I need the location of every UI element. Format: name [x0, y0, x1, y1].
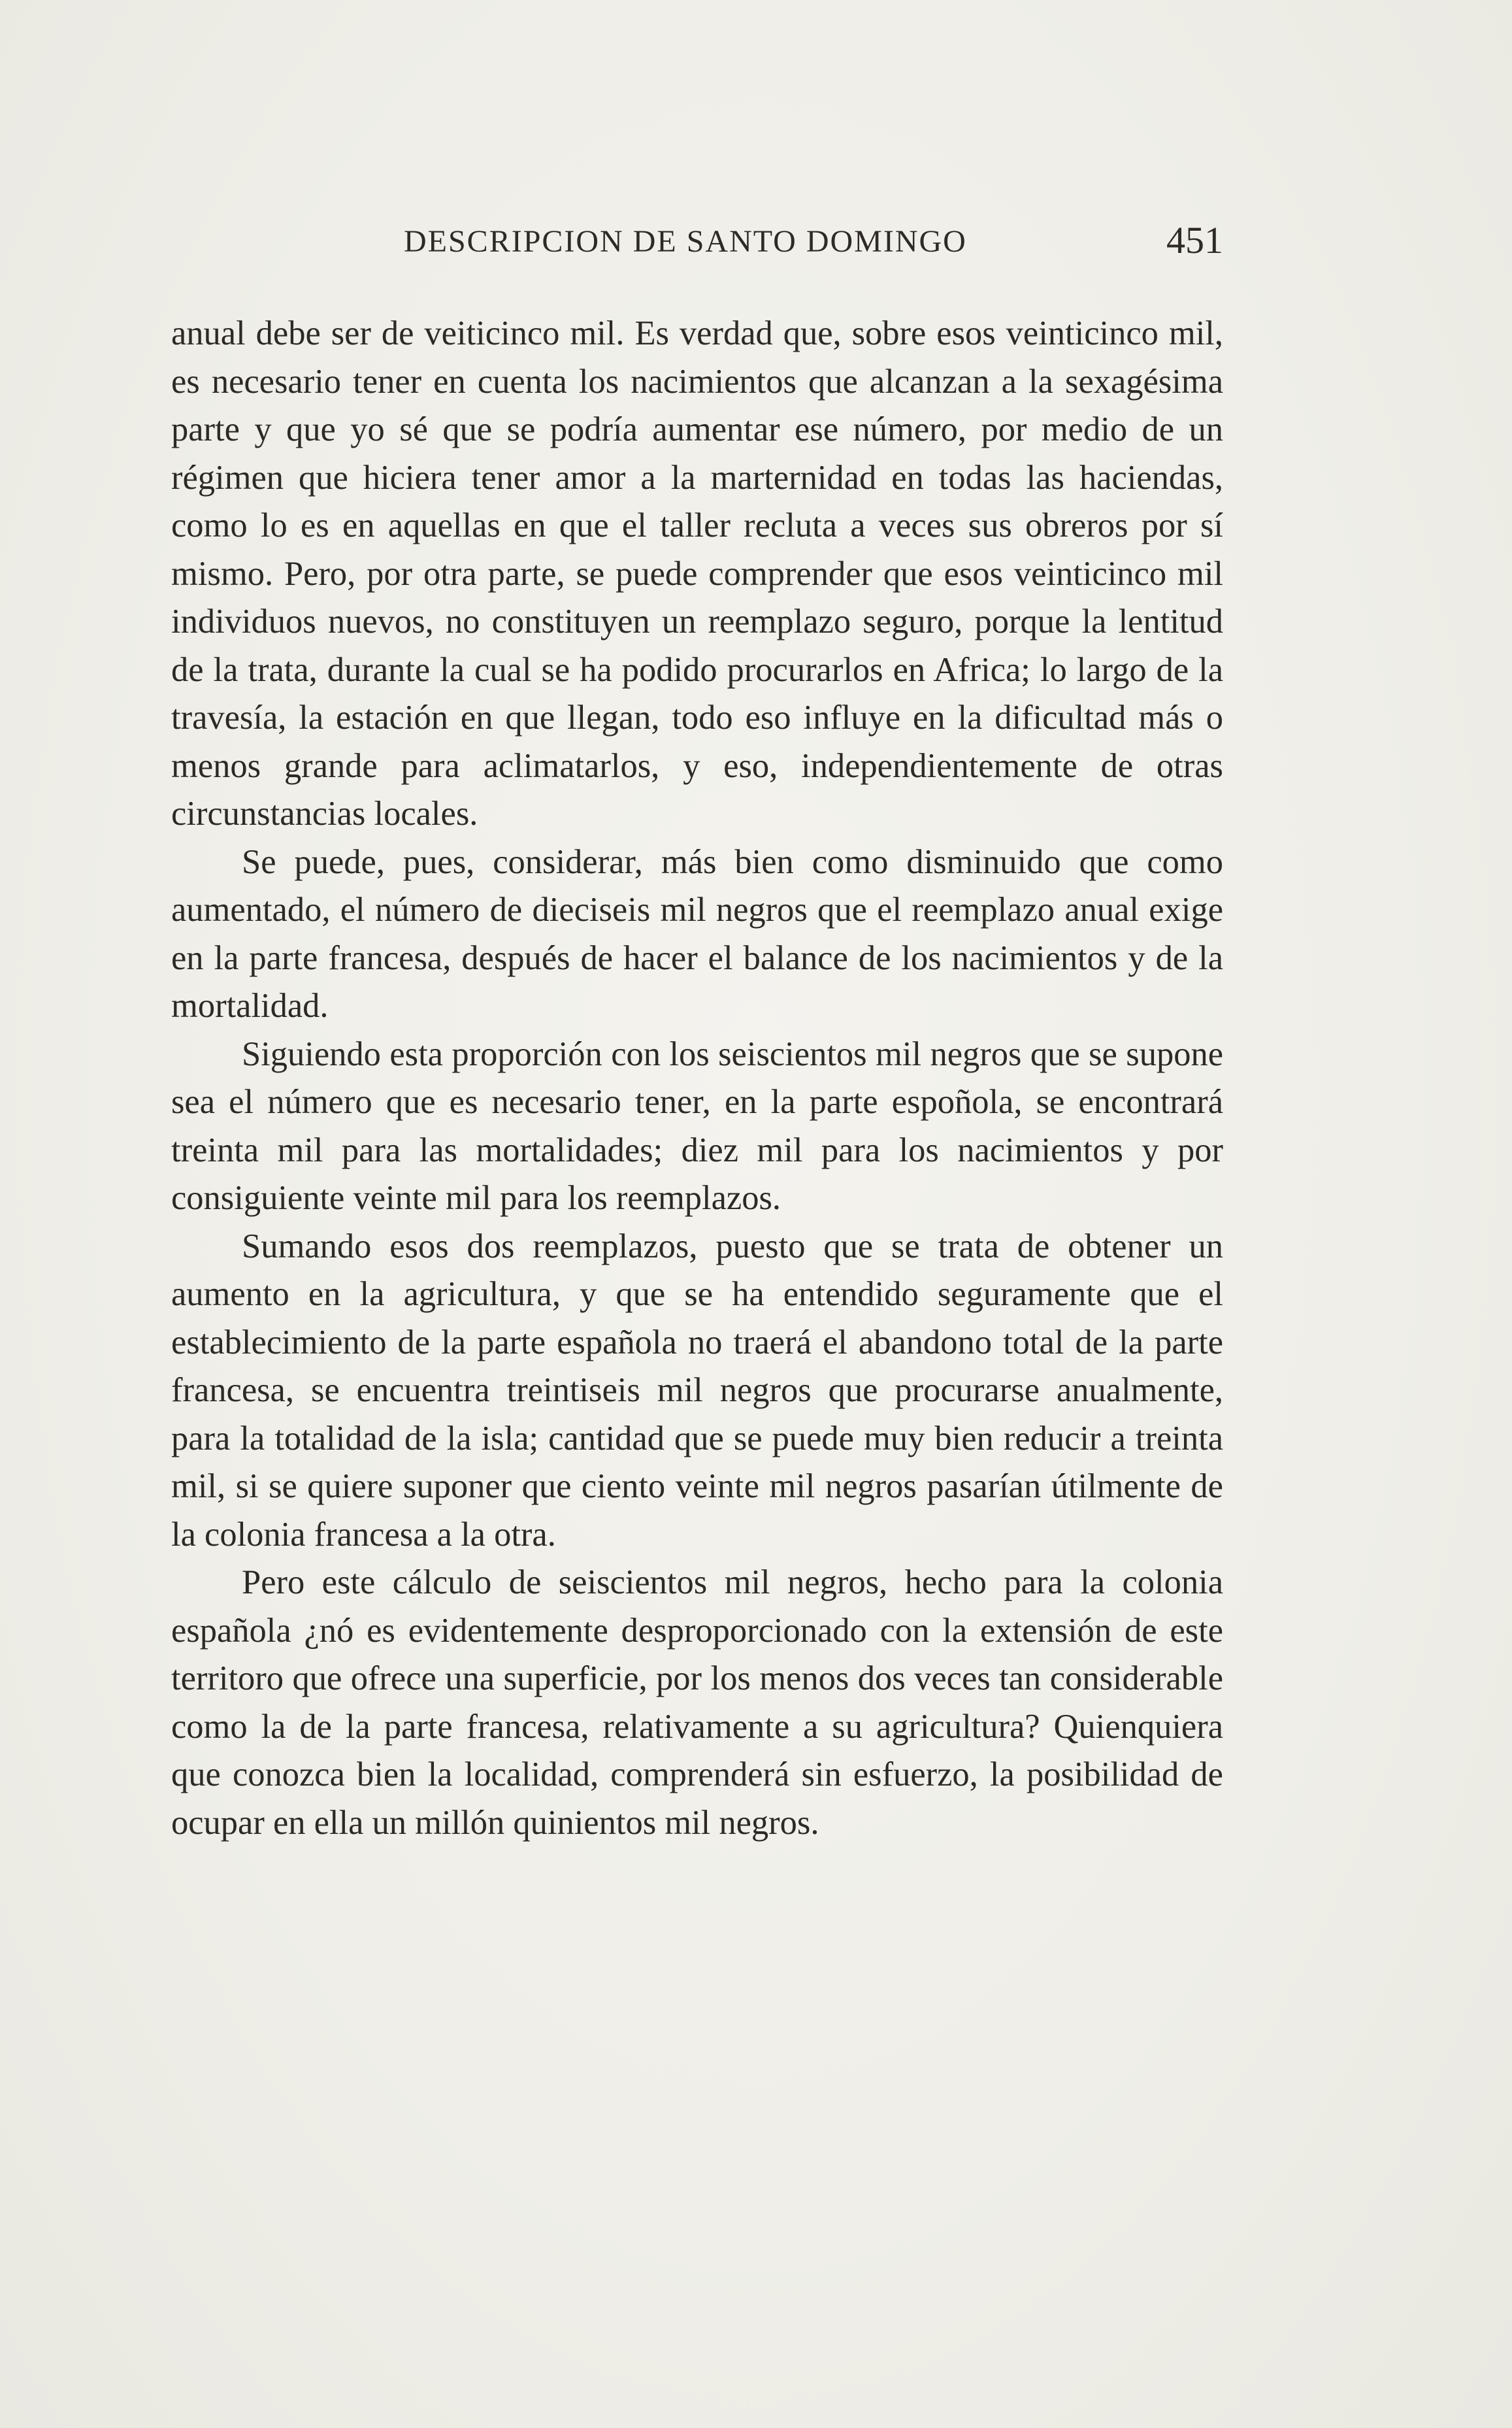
page-number: 451 — [1166, 219, 1223, 261]
paragraph-2: Se puede, pues, considerar, más bien como disminuido que como aumentado, el número de dieciseis mil negros que el reemplazo anual exige en la parte francesa, después de hacer el balance de los nacimientos y de la mortalidad. — [171, 842, 1223, 1025]
page-header — [171, 216, 1223, 261]
paragraph-4: Sumando esos dos reemplazos, puesto que se trata de obtener un aumento en la agricultura, y que se ha entendido seguramente que el establecimiento de la parte española no traerá el abandono total de la parte francesa, se encuentra treintiseis mil negros que procurarse anualmente, para la totalidad de la isla; cantidad que se puede muy bien reducir a treinta mil, si se quiere suponer que ciento veinte mil negros pasarían útilmente de la colonia francesa a la otra. — [171, 1227, 1223, 1554]
paragraph-5: Pero este cálculo de seiscientos mil negros, hecho para la colonia española ¿nó es evidentemente desproporcionado con la extensión de este territoro que ofrece una superficie, por los menos dos veces tan considerable como la de la parte francesa, relativamente a su agricultura? Quienquiera que conozca bien la localidad, comprenderá sin esfuerzo, la posibilidad de ocupar en ella un millón quinientos mil negros. — [171, 1563, 1223, 1842]
paragraph-3: Siguiendo esta proporción con los seiscientos mil negros que se supone sea el número que es necesario tener, en la parte espoñola, se encontrará treinta mil para las mortalidades; diez mil para los nacimientos y por consiguiente veinte mil para los reemplazos. — [171, 1035, 1223, 1217]
running-head: DESCRIPCION DE SANTO DOMINGO — [404, 224, 967, 259]
body-text — [171, 310, 1223, 1847]
paragraph-1: anual debe ser de veiticinco mil. Es verdad que, sobre esos veinticinco mil, es necesario tener en cuenta los nacimientos que alcanzan a la sexagésima parte y que yo sé que se podría aumentar ese número, por medio de un régimen que hiciera tener amor a la marternidad en todas las haciendas, como lo es en aquellas en que el taller recluta a veces sus obreros por sí mismo. Pero, por otra parte, se puede comprender que esos veinticinco mil individuos nuevos, no constituyen un reemplazo seguro, porque la lentitud de la trata, durante la cual se ha podido procurarlos en Africa; lo largo de la travesía, la estación en que llegan, todo eso influye en la dificultad más o menos grande para aclimatarlos, y eso, independientemente de otras circunstancias locales. — [171, 314, 1223, 833]
